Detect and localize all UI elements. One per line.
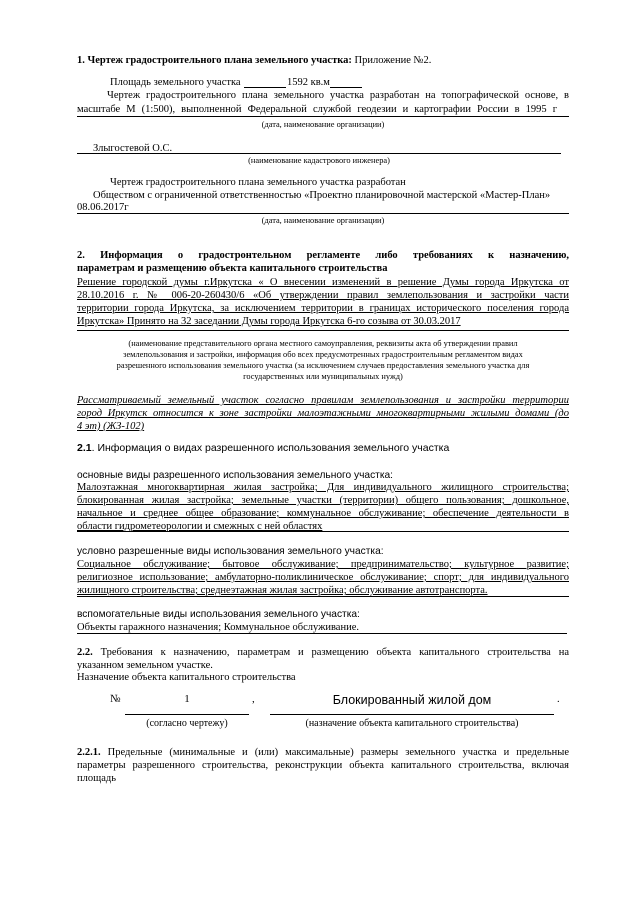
- section-2-2-line-1: [77, 646, 569, 659]
- conditional-uses-line-3: жилищного строительства; среднеэтажная жилая застройка; обслуживание автотранспорта.: [77, 585, 488, 596]
- conditional-uses-line-2: религиозное использование; амбулаторно-поликлиническое обслуживание; спорт; для индивидуального: [77, 572, 569, 583]
- section-2-2-1-number: 2.2.1.: [77, 747, 101, 758]
- object-number-value: 1: [184, 693, 190, 705]
- dev-line-1: Чертеж градостроительного плана земельного участка разработан: [110, 177, 406, 188]
- caption-object-purpose: (назначение объекта капитального строительства): [305, 718, 519, 729]
- section-2-1-title: . Информация о видах разрешенного использования земельного участка: [91, 442, 450, 454]
- section-2-2-1-text: Предельные (минимальные и (или) максимальные) размеры земельного участка и предельные: [100, 747, 569, 758]
- area-blank-left: [244, 87, 286, 88]
- main-uses-line-3: начальное и среднее общее образование; коммунальное обслуживание; обеспечение деятельности в: [77, 508, 569, 519]
- topo-line-2: масштабе М (1:500), выполненной Федеральной службой геодезии и картографии России в 1995 г: [77, 104, 557, 115]
- conditional-uses-label: условно разрешенные виды использования земельного участка:: [77, 546, 384, 557]
- auxiliary-uses-underline: [77, 633, 567, 634]
- topo-underline: [77, 116, 569, 117]
- section-2-2-line-3: Назначение объекта капитального строительства: [77, 672, 296, 683]
- object-number-underline: [125, 714, 249, 715]
- zone-line-1: Рассматриваемый земельный участок согласно правилам землепользования и застройки территории: [77, 395, 569, 406]
- appendix-ref: Приложение №2.: [351, 55, 432, 66]
- main-uses-line-1: Малоэтажная многоквартирная жилая застройка; Для индивидуального жилищного строительства;: [77, 482, 569, 493]
- number-symbol: №: [110, 693, 121, 705]
- decision-line-1: Решение городской думы г.Иркутска « О внесении изменений в решение Думы города Иркутска от: [77, 277, 569, 288]
- caption-authority-4: государственных или муниципальных нужд): [243, 372, 403, 381]
- dev-line-2: Обществом с ограниченной ответственностью «Проектно планировочной мастерской «Мастер-План»: [93, 190, 551, 201]
- section-2-1-number: 2.1: [77, 442, 92, 454]
- caption-drawing: (согласно чертежу): [146, 718, 228, 729]
- auxiliary-uses-line: Объекты гаражного назначения; Коммунальное обслуживание.: [77, 622, 359, 633]
- section-1-title: 1. Чертеж градостроительного плана земельного участка:: [77, 55, 352, 66]
- caption-engineer: (наименование кадастрового инженера): [248, 156, 390, 165]
- area-value: 1592 кв.м: [287, 77, 330, 88]
- area-blank-right: [330, 87, 362, 88]
- section-2-title-line-1: 2. Информация о градостронтельном регламенте либо требованиях к назначению,: [77, 250, 569, 261]
- main-uses-label: основные виды разрешенного использования земельного участка:: [77, 470, 394, 481]
- decision-underline: [77, 330, 569, 331]
- conditional-uses-line-1: Социальное обслуживание; бытовое обслуживание; предпринимательство; культурное развитие;: [77, 559, 569, 570]
- main-uses-underline: [77, 531, 569, 532]
- dev-underline: [77, 213, 569, 214]
- section-2-2-1-line-2: параметры разрешенного строительства, реконструкции объекта капитального строительства, включая: [77, 760, 569, 771]
- zone-line-2: город Иркутск относится к зоне застройки малоэтажными многоквартирными жилыми домами (до: [77, 408, 569, 419]
- section-2-2-text: Требования к назначению, параметрам и размещению объекта капитального строительства на: [92, 647, 569, 658]
- section-2-2-1-line-3: площадь: [77, 773, 116, 784]
- decision-line-2: 28.10.2016 г. № 006-20-260430/6 «Об утверждении правил землепользования и застройки части: [77, 290, 569, 301]
- area-label: Площадь земельного участка: [110, 77, 241, 88]
- engineer-name: Злыгостевой О.С.: [93, 143, 173, 154]
- caption-authority-3: разрешенного использования земельного участка (за исключением случаев предоставления земельного участка для: [116, 361, 530, 370]
- section-2-2-line-2: указанном земельном участке.: [77, 660, 213, 671]
- decision-line-3: территории города Иркутска, за исключением территории в границах исторического поселения города: [77, 303, 569, 314]
- section-2-2-number: 2.2.: [77, 647, 93, 658]
- object-purpose-underline: [270, 714, 554, 715]
- section-2-1-heading: [77, 441, 449, 455]
- auxiliary-uses-label: вспомогательные виды использования земельного участка:: [77, 609, 360, 620]
- comma-separator: ,: [252, 693, 255, 705]
- trailing-dot: .: [557, 694, 560, 705]
- caption-org-1: (дата, наименование организации): [261, 120, 385, 129]
- caption-org-2: (дата, наименование организации): [261, 216, 385, 225]
- section-2-2-1-line-1: [77, 746, 569, 759]
- caption-authority-1: (наименование представительного органа местного самоуправления, реквизиты акта об утверждении правил: [128, 339, 518, 348]
- object-purpose-value: Блокированный жилой дом: [332, 693, 492, 707]
- conditional-uses-underline: [77, 596, 569, 597]
- caption-authority-2: землепользования и застройки, информация обо всех предусмотренных градостроительным регламентом видах: [123, 350, 523, 359]
- section-1-heading: [77, 54, 577, 67]
- section-2-title-line-2: параметрам и размещению объекта капитального строительства: [77, 263, 388, 274]
- engineer-underline: [77, 153, 561, 154]
- dev-date: 08.06.2017г: [77, 202, 129, 213]
- main-uses-line-4: области гидрометеорологии и смежных с ней областях: [77, 521, 323, 532]
- zone-line-3: 4 эт) (ЖЗ-102): [77, 421, 145, 432]
- topo-line-1: Чертеж градостроительного плана земельного участка разработан на топографической основе, в: [107, 90, 569, 101]
- decision-line-4: Иркутска» Принято на 32 заседании Думы города Иркутска 6-го созыва от 30.03.2017: [77, 316, 461, 327]
- main-uses-line-2: блокированная жилая застройка; земельные участки (территории) общего пользования; дошкольное,: [77, 495, 569, 506]
